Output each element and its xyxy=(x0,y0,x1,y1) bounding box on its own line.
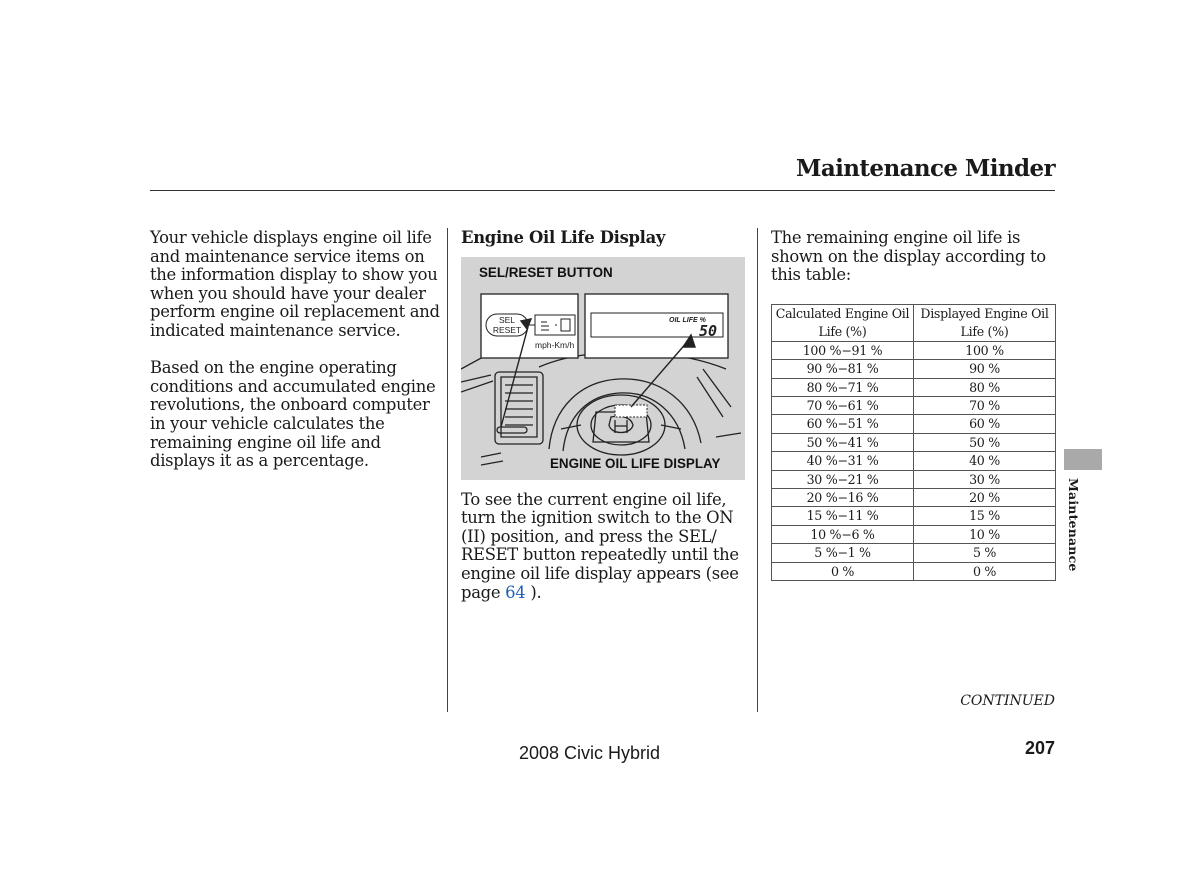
calculated-oil-life-cell: 80 %−71 % xyxy=(772,378,914,396)
table-row xyxy=(772,452,1056,470)
figure-label-oil-life: ENGINE OIL LIFE DISPLAY xyxy=(550,455,721,471)
displayed-oil-life-cell: 60 % xyxy=(914,415,1056,433)
calculated-oil-life-cell: 60 %−51 % xyxy=(772,415,914,433)
oil-life-table xyxy=(771,304,1056,581)
table-header-row xyxy=(772,304,1056,341)
table-row xyxy=(772,415,1056,433)
table-row xyxy=(772,341,1056,359)
section-tab xyxy=(1064,449,1102,470)
header-calculated: Calculated Engine Oil Life (%) xyxy=(772,304,914,341)
table-row xyxy=(772,433,1056,451)
intro-paragraph: Your vehicle displays engine oil life and maintenance service items on the information display to show you when you should have your dealer perform engine oil replacement and indicated maintenance service. xyxy=(150,228,440,340)
calculated-oil-life-cell: 30 %−21 % xyxy=(772,470,914,488)
book-title: 2008 Civic Hybrid xyxy=(519,743,661,763)
table-row xyxy=(772,489,1056,507)
oil-life-display-value: 50 xyxy=(699,321,718,340)
calculated-oil-life-cell: 70 %−61 % xyxy=(772,397,914,415)
displayed-oil-life-cell: 5 % xyxy=(914,544,1056,562)
calculated-oil-life-cell: 40 %−31 % xyxy=(772,452,914,470)
displayed-oil-life-cell: 0 % xyxy=(914,562,1056,580)
column-intro xyxy=(150,229,440,471)
table-row xyxy=(772,360,1056,378)
page-title: Maintenance Minder xyxy=(795,155,1055,182)
displayed-oil-life-cell: 40 % xyxy=(914,452,1056,470)
table-row xyxy=(772,525,1056,543)
dashboard-illustration xyxy=(461,257,745,480)
title-rule xyxy=(150,190,1055,191)
reset-label: RESET xyxy=(492,324,522,335)
section-heading: Engine Oil Life Display xyxy=(461,228,666,247)
calculated-oil-life-cell: 15 %−11 % xyxy=(772,507,914,525)
displayed-oil-life-cell: 30 % xyxy=(914,470,1056,488)
calculated-oil-life-cell: 5 %−1 % xyxy=(772,544,914,562)
table-row xyxy=(772,378,1056,396)
calculated-oil-life-cell: 50 %−41 % xyxy=(772,433,914,451)
calculation-paragraph: Based on the engine operating conditions and accumulated engine revolutions, the onboard computer in your vehicle calculates the remaining engine oil life and displays it as a percentage. xyxy=(150,358,436,471)
displayed-oil-life-cell: 10 % xyxy=(914,525,1056,543)
displayed-oil-life-cell: 50 % xyxy=(914,433,1056,451)
header-displayed: Displayed Engine Oil Life (%) xyxy=(914,304,1056,341)
instruction-paragraph: To see the current engine oil life, turn the ignition switch to the ON (II) position, and press the SEL/ RESET button repeatedly until the engine oil life display appears (see page 64 ). xyxy=(461,489,739,602)
displayed-oil-life-cell: 70 % xyxy=(914,397,1056,415)
page-number: 207 xyxy=(1024,738,1055,758)
page-64-link[interactable]: 64 xyxy=(505,582,526,602)
displayed-oil-life-cell: 20 % xyxy=(914,489,1056,507)
column-table xyxy=(771,229,1055,581)
oil-life-table-body xyxy=(772,341,1056,580)
table-row xyxy=(772,544,1056,562)
calculated-oil-life-cell: 20 %−16 % xyxy=(772,489,914,507)
displayed-oil-life-cell: 100 % xyxy=(914,341,1056,359)
calculated-oil-life-cell: 100 %−91 % xyxy=(772,341,914,359)
calculated-oil-life-cell: 10 %−6 % xyxy=(772,525,914,543)
table-intro: The remaining engine oil life is shown on the display according to this table: xyxy=(771,228,1046,285)
column-display xyxy=(461,229,745,602)
table-row xyxy=(772,507,1056,525)
continued-label: CONTINUED xyxy=(960,693,1055,709)
sel-label: SEL xyxy=(498,314,516,325)
figure-label-sel-reset: SEL/RESET BUTTON xyxy=(479,264,613,280)
calculated-oil-life-cell: 90 %−81 % xyxy=(772,360,914,378)
section-tab-label: Maintenance xyxy=(1066,478,1081,572)
column-divider-right xyxy=(757,228,758,712)
column-divider-left xyxy=(447,228,448,712)
table-row xyxy=(772,397,1056,415)
speed-unit-label: mph-Km/h xyxy=(535,339,575,350)
calculated-oil-life-cell: 0 % xyxy=(772,562,914,580)
table-row xyxy=(772,562,1056,580)
table-row xyxy=(772,470,1056,488)
displayed-oil-life-cell: 80 % xyxy=(914,378,1056,396)
displayed-oil-life-cell: 90 % xyxy=(914,360,1056,378)
displayed-oil-life-cell: 15 % xyxy=(914,507,1056,525)
oil-life-display-label: OIL LIFE % xyxy=(669,316,706,324)
oil-life-figure xyxy=(461,257,745,480)
